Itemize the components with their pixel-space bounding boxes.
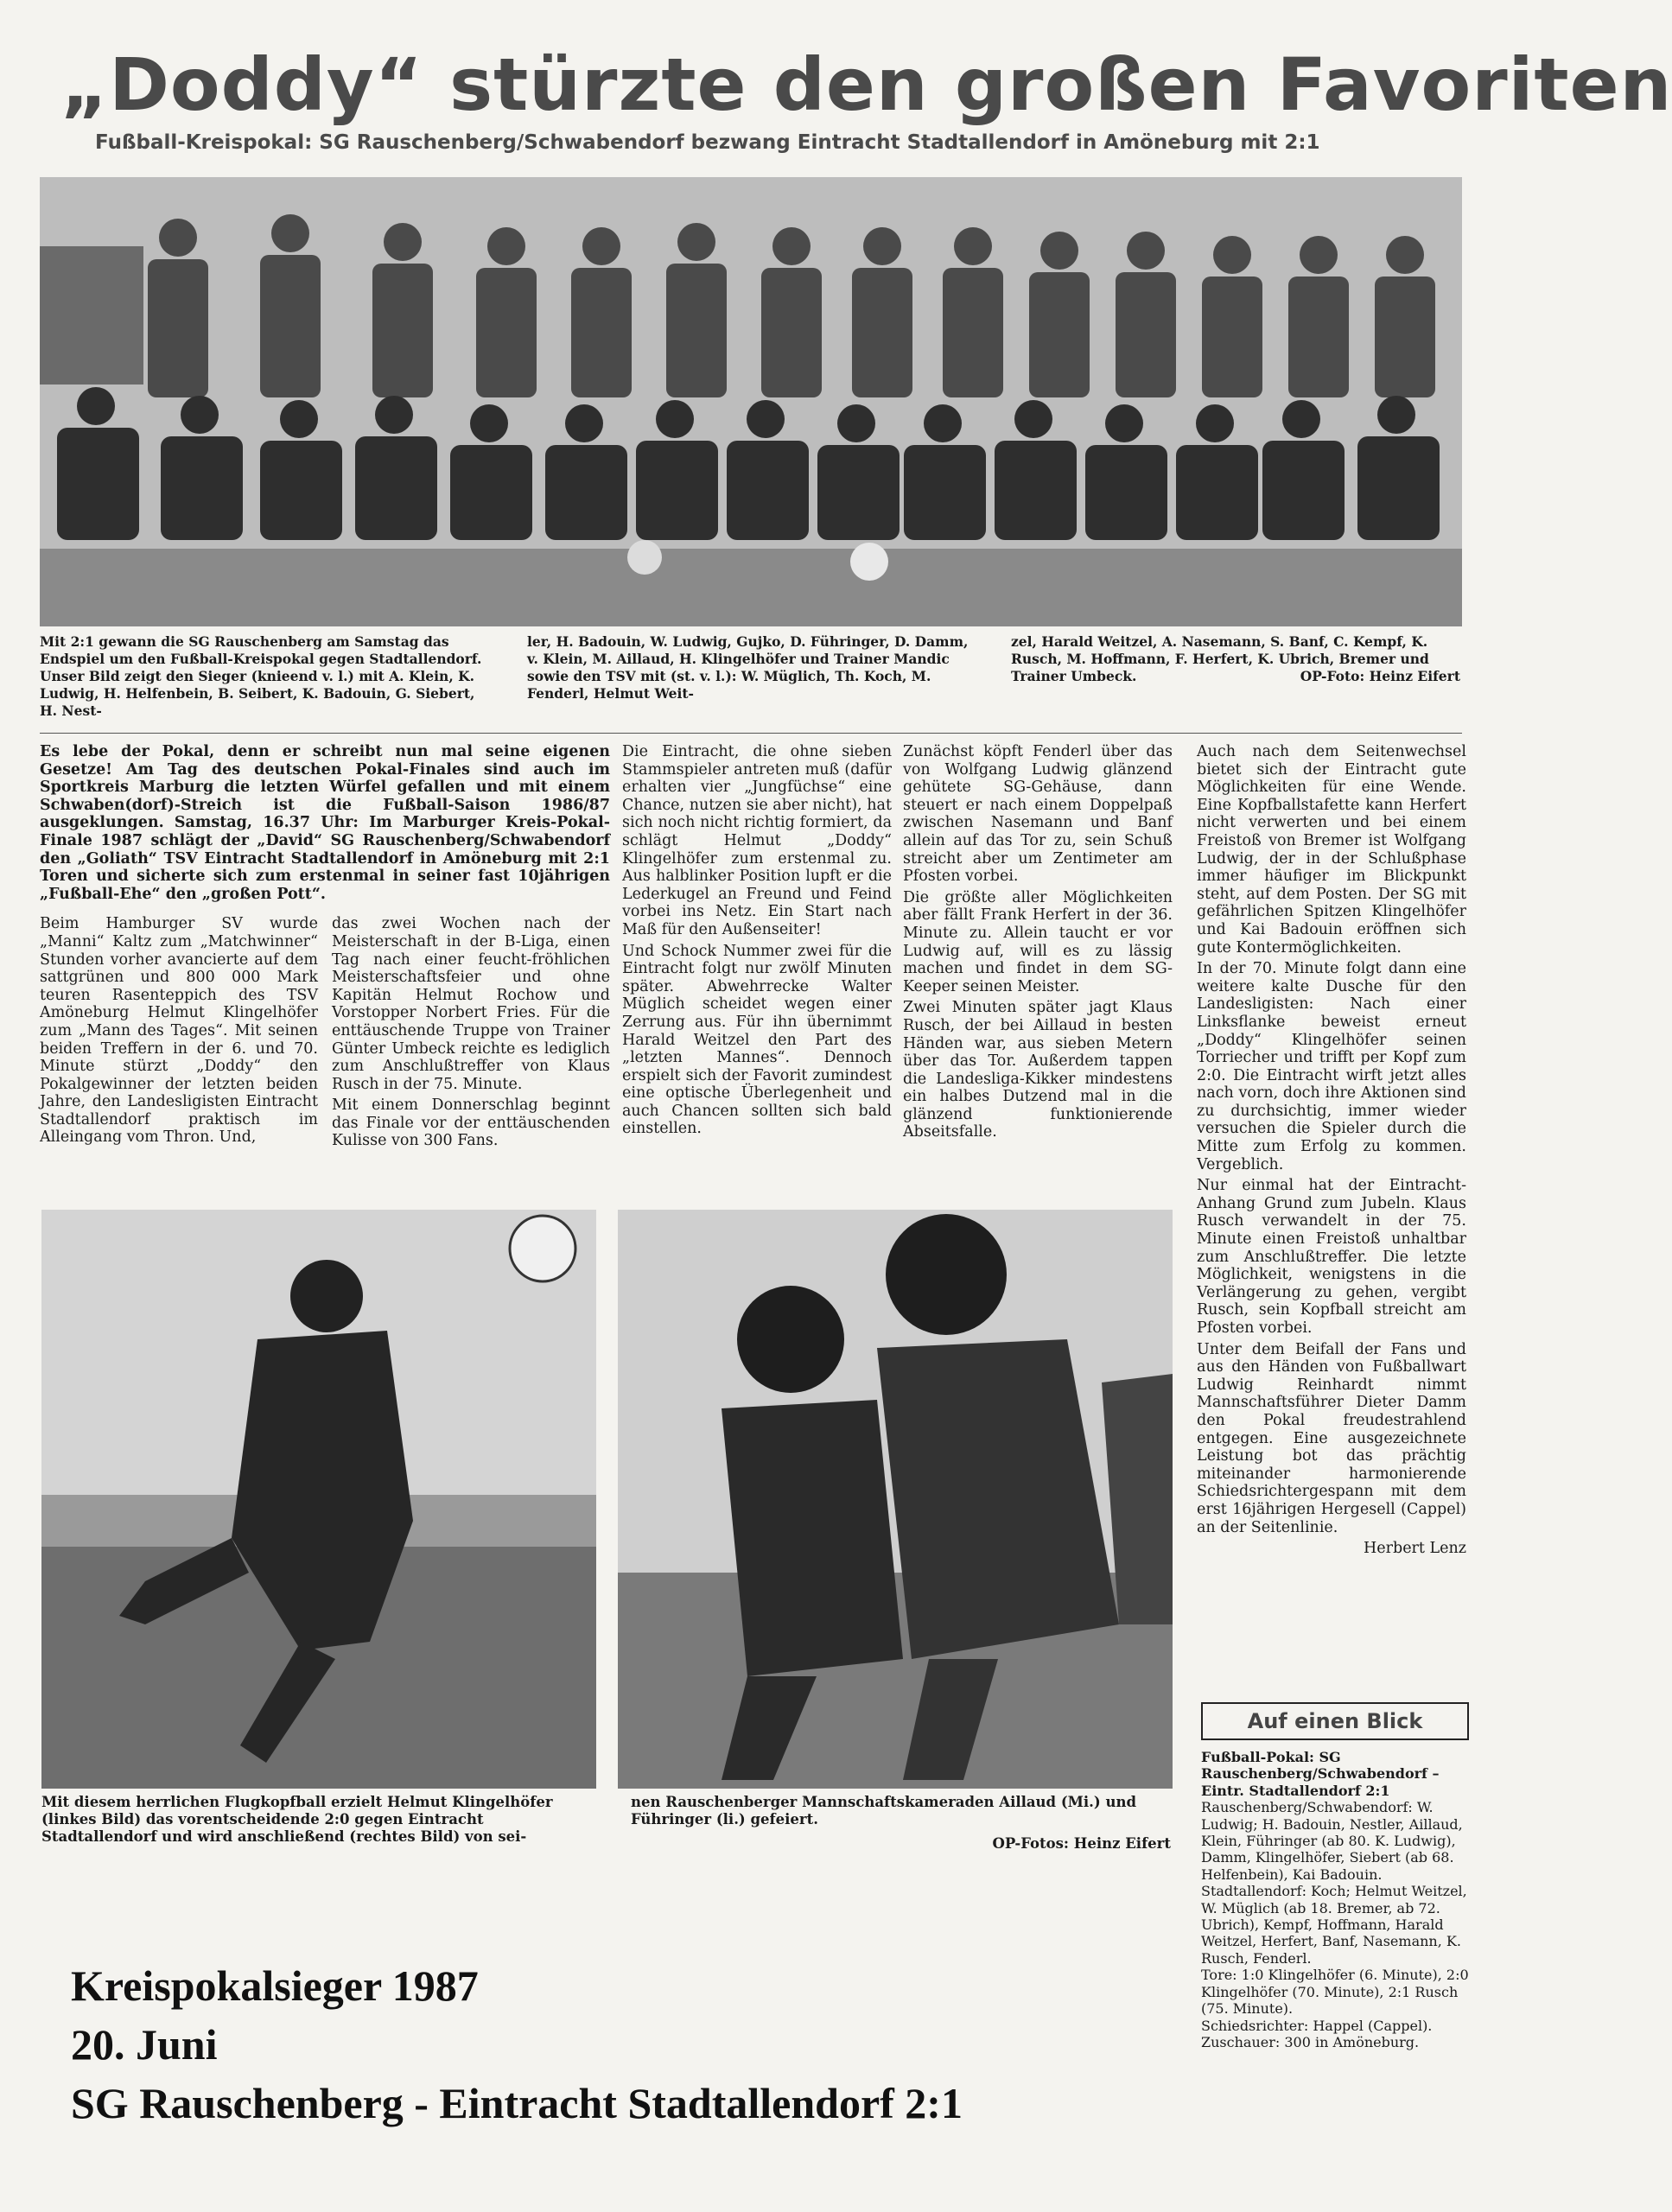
caption-text: nen Rauschenberger Mannschaftskameraden Aillaud (Mi.) und Führinger (li.) gefeiert. <box>631 1794 1137 1827</box>
team-photo-caption-col1: Mit 2:1 gewann die SG Rauschenberg am Samstag das Endspiel um den Fußball-Kreispokal gegen Stadtallendorf. Unser Bild zeigt den Sieger (knieend v. l.) mit A. Klein, K. Ludwig, H. Helfenbein, B. Seibert, K. Badouin, G. Siebert, H. Nest- <box>40 633 482 719</box>
info-line-goals: Tore: 1:0 Klingelhöfer (6. Minute), 2:0 Klingelhöfer (70. Minute), 2:1 Rusch (75. Minute). <box>1201 1967 1469 2018</box>
article-paragraph: Die größte aller Möglichkeiten aber fällt Frank Herfert in der 36. Minute zu. Allein taucht er vor Ludwig auf, will es zu lässig machen und findet in dem SG-Keeper seinen Meister. <box>903 888 1173 995</box>
article-col-1 <box>40 743 610 1154</box>
photo-credit: OP-Fotos: Heinz Eifert <box>992 1835 1171 1852</box>
info-box-title: Auf einen Blick <box>1201 1702 1469 1740</box>
article-col-3 <box>903 743 1173 1145</box>
article-paragraph: Die Eintracht, die ohne sieben Stammspieler antreten muß (dafür erhalten vier „Jungfüchse“ eine Chance, nutzen sie aber nicht), hat sich noch nicht richtig formiert, da schlägt Helmut „Doddy“ Klingelhöfer zum erstenmal zu. Aus halblinker Position lupft er die Lederkugel an Freund und Feind vorbei ins Netz. Ein Start nach Maß für den Außenseiter! <box>622 743 892 938</box>
divider <box>40 733 1462 734</box>
article-paragraph: Zunächst köpft Fenderl über das von Wolfgang Ludwig glänzend gehütete SG-Gehäuse, dann steuert er nach einem Doppelpaß zwischen Nasemann und Banf allein auf das Tor zu, sein Schuß streicht aber um Zentimeter am Pfosten vorbei. <box>903 743 1173 886</box>
headline: „Doddy“ stürzte den großen Favoriten <box>60 42 1672 127</box>
footer-title: Kreispokalsieger 1987 <box>71 1961 479 2010</box>
info-line-away-lineup: Stadtallendorf: Koch; Helmut Weitzel, W. Müglich (ab 18. Bremer, ab 72. Ubrich), Kempf, Hoffmann, Harald Weitzel, Herfert, Banf, Nasemann, K. Rusch, Fenderl. <box>1201 1883 1467 1967</box>
article-paragraph: das zwei Wochen nach der Meisterschaft in der B-Liga, einen Tag nach einer feucht-fröhlichen Meisterschaftsfeier und ohne Kapitän Helmut Rochow und Vorstopper Norbert Fries. Für die enttäuschende Truppe von Trainer Günter Umbeck reichte es lediglich zum Anschlußtreffer von Klaus Rusch in der 75. Minute. <box>332 915 610 1093</box>
bottom-photo-caption-right <box>631 1794 1171 1853</box>
article-paragraph: Auch nach dem Seitenwechsel bietet sich der Eintracht gute Möglichkeiten für eine Wende. Eine Kopfballstafette kann Herfert nicht verwerten und bei einem Freistoß von Bremer ist Wolfgang Ludwig, der in der Schlußphase immer häufiger im Blickpunkt steht, auf dem Posten. Der SG mit gefährlichen Spitzen Klingelhöfer und Kai Badouin eröffnen sich gute Kontermöglichkeiten. <box>1197 743 1466 957</box>
article-lead: Es lebe der Pokal, denn er schreibt nun mal seine eigenen Gesetze! Am Tag des deutschen Pokal-Finales sind auch im Sportkreis Marburg die letzten Würfel gefallen und mit einem Schwaben(dorf)-Streich ist die Fußball-Saison 1986/87 ausgeklungen. Samstag, 16.37 Uhr: Im Marburger Kreis-Pokal-Finale 1987 schlägt der „David“ SG Rauschenberg/Schwabendorf den „Goliath“ TSV Eintracht Stadtallendorf in Amöneburg mit 2:1 Toren und sicherte sich zum erstenmal in seiner fast 10jährigen „Fußball-Ehe“ den „großen Pott“. <box>40 743 610 903</box>
article-col-4 <box>1197 743 1466 1561</box>
photo-credit: OP-Foto: Heinz Eifert <box>1300 668 1460 684</box>
article-paragraph: Nur einmal hat der Eintracht-Anhang Grund zum Jubeln. Klaus Rusch verwandelt in der 75. Minute einen Freistoß unhaltbar zum Anschlußtreffer. Die letzte Möglichkeit, wenigstens in die Verlängerung zu gehen, vergibt Rusch, sein Kopfball streicht am Pfosten vorbei. <box>1197 1177 1466 1337</box>
article-paragraph: Unter dem Beifall der Fans und aus den Händen von Fußballwart Ludwig Reinhardt nimmt Mannschaftsführer Dieter Damm den Pokal freudestrahlend entgegen. Eine ausgezeichnete Leistung bot das prächtig miteinander harmonierende Schiedsrichtergespann mit dem erst 16jährigen Hergesell (Cappel) an der Seitenlinie. <box>1197 1340 1466 1536</box>
subheadline: Fußball-Kreispokal: SG Rauschenberg/Schwabendorf bezwang Eintracht Stadtallendorf in Amöneburg mit 2:1 <box>95 131 1320 154</box>
info-line-home-lineup: Rauschenberg/Schwabendorf: W. Ludwig; H. Badouin, Nestler, Aillaud, Klein, Führinger (ab 80. K. Ludwig), Damm, Klingelhöfer, Siebert (ab 68. Helfenbein), Kai Badouin. <box>1201 1799 1463 1883</box>
info-line-spectators: Zuschauer: 300 in Amöneburg. <box>1201 2033 1420 2050</box>
info-line-match: Fußball-Pokal: SG Rauschenberg/Schwabendorf – Eintr. Stadtallendorf 2:1 <box>1201 1749 1440 1799</box>
header-shot-photo <box>41 1210 596 1789</box>
info-box <box>1201 1702 1469 2050</box>
article-paragraph: In der 70. Minute folgt dann eine weitere kalte Dusche für den Landesligisten: Nach einer Linksflanke beweist erneut „Doddy“ Klingelhöfer seinen Torriecher und trifft per Kopf zum 2:0. Die Eintracht wirft jetzt alles nach vorn, doch ihre Aktionen sind zu durchsichtig, immer wieder versuchen die Spieler durch die Mitte zum Erfolg zu kommen. Vergeblich. <box>1197 960 1466 1173</box>
footer-date: 20. Juni <box>71 2020 218 2069</box>
footer-result: SG Rauschenberg - Eintracht Stadtallendorf 2:1 <box>71 2079 963 2127</box>
article-paragraph: Beim Hamburger SV wurde „Manni“ Kaltz zum „Matchwinner“ Stunden vorher avancierte auf dem sattgrünen und 800 000 Mark teuren Rasenteppich des TSV Amöneburg Helmut Klingelhöfer zum „Mann des Tages“. Mit seinen beiden Treffern in der 6. und 70. Minute stürzt „Doddy“ den Pokalgewinner der letzten beiden Jahre, den Landesligisten Eintracht Stadtallendorf praktisch im Alleingang vom Thron. Und, <box>40 915 318 1147</box>
info-line-referee: Schiedsrichter: Happel (Cappel). <box>1201 2017 1433 2034</box>
bottom-photo-caption-left: Mit diesem herrlichen Flugkopfball erzielt Helmut Klingelhöfer (linkes Bild) das vorentscheidende 2:0 gegen Eintracht Stadtallendorf und wird anschließend (rechtes Bild) von sei- <box>41 1794 553 1845</box>
article-paragraph: Zwei Minuten später jagt Klaus Rusch, der bei Aillaud in besten Händen war, aus sieben Metern über das Tor. Außerdem tappen die Landesliga-Kikker mindestens ein halbes Dutzend mal in die glänzend funktionierende Abseitsfalle. <box>903 999 1173 1141</box>
author: Herbert Lenz <box>1364 1540 1466 1558</box>
team-photo-caption-col3 <box>1011 633 1460 685</box>
celebration-photo <box>618 1210 1173 1789</box>
team-photo <box>40 177 1462 626</box>
article-paragraph: Und Schock Nummer zwei für die Eintracht folgt nur zwölf Minuten später. Abwehrrecke Walter Müglich scheidet wegen einer Zerrung aus. Für ihn übernimmt Harald Weitzel den Part des „letzten Mannes“. Dennoch erspielt sich der Favorit zumindest eine optische Überlegenheit und auch Chancen sollten sich bald einstellen. <box>622 942 892 1138</box>
caption-text: zel, Harald Weitzel, A. Nasemann, S. Banf, C. Kempf, K. Rusch, M. Hoffmann, F. Herfert, K. Ubrich, Bremer und Trainer Umbeck. <box>1011 633 1429 684</box>
article-paragraph: Mit einem Donnerschlag beginnt das Finale vor der enttäuschenden Kulisse von 300 Fans. <box>332 1096 610 1150</box>
article-col-2 <box>622 743 892 1141</box>
team-photo-caption-col2: ler, H. Badouin, W. Ludwig, Gujko, D. Führinger, D. Damm, v. Klein, M. Aillaud, H. Klingelhöfer und Trainer Mandic sowie den TSV mit (st. v. l.): W. Müglich, Th. Koch, M. Fenderl, Helmut Weit- <box>527 633 969 702</box>
